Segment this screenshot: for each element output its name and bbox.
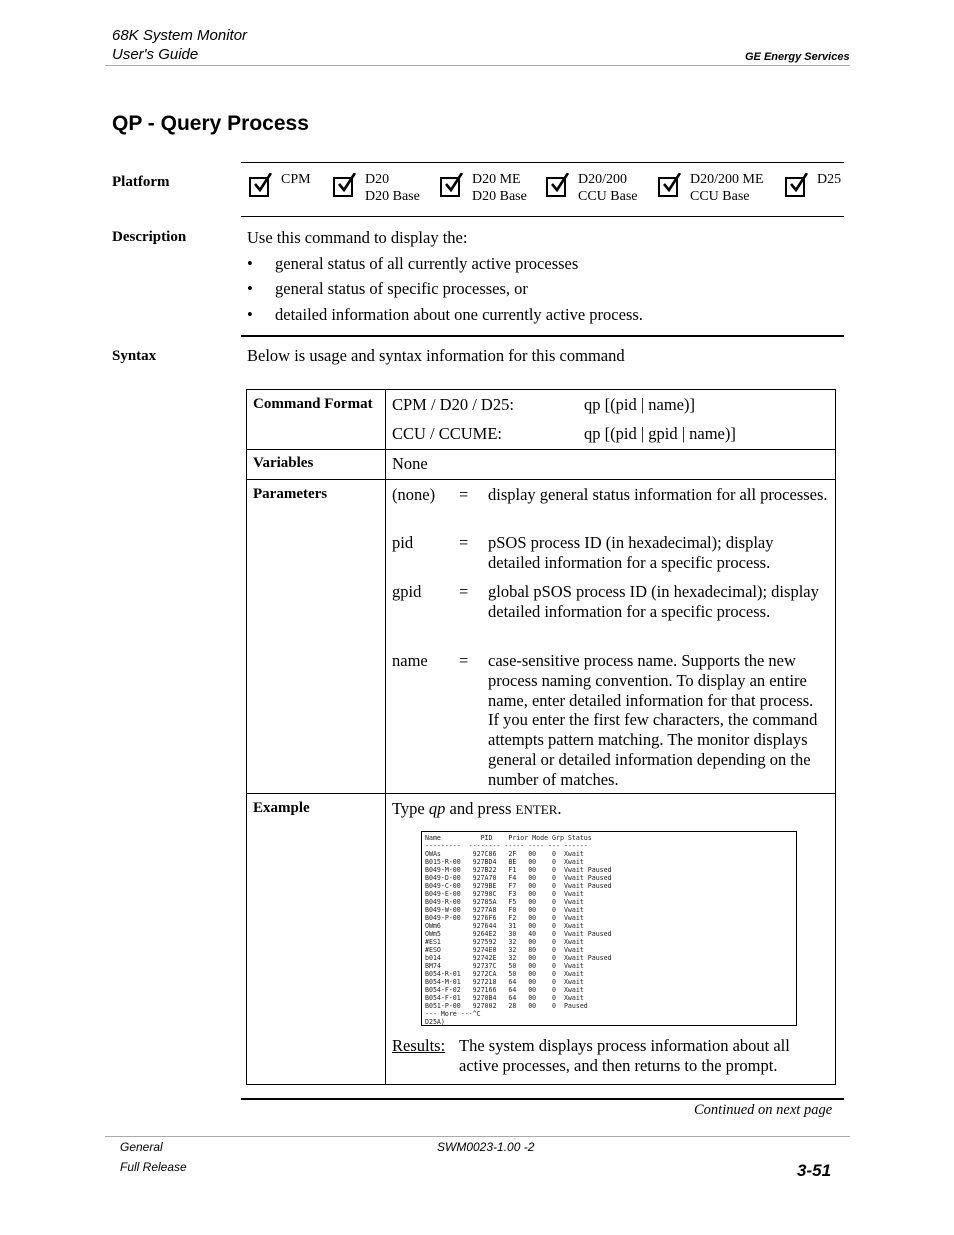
syntax-intro: Below is usage and syntax information for this command bbox=[247, 346, 625, 365]
footer-rule bbox=[105, 1136, 850, 1137]
param-desc: case-sensitive process name. Supports the new process naming convention. To display an entire name, enter detailed information for that process. If you enter the first few characters, the command attempts pattern matching. The monitor displays general or detailed information depending on the number of matches. bbox=[488, 651, 818, 789]
table-border bbox=[246, 449, 836, 450]
platform-d20 bbox=[333, 171, 420, 205]
header-rule bbox=[105, 65, 850, 66]
checkbox-icon bbox=[249, 177, 269, 197]
parameters-label: Parameters bbox=[253, 486, 328, 502]
enter-key: ENTER bbox=[515, 802, 558, 817]
param-equals: = bbox=[459, 533, 469, 552]
platform-d20-200me bbox=[658, 171, 764, 205]
example-command: qp bbox=[428, 799, 446, 818]
table-border bbox=[246, 793, 836, 794]
param-desc: pSOS process ID (in hexadecimal); display detailed information for a specific process. bbox=[488, 533, 774, 572]
header-title-line2: User's Guide bbox=[112, 46, 199, 63]
example-label: Example bbox=[253, 800, 310, 816]
command-format-cmd: qp [(pid | gpid | name)] bbox=[584, 424, 736, 443]
table-border bbox=[385, 389, 386, 1085]
continued-rule bbox=[241, 1098, 844, 1100]
command-format-label: Command Format bbox=[253, 396, 373, 412]
footer-doc-id: SWM0023-1.00 -2 bbox=[437, 1140, 535, 1154]
table-border bbox=[246, 1084, 836, 1085]
table-border bbox=[246, 389, 247, 1085]
description-label: Description bbox=[112, 229, 187, 245]
platform-d25 bbox=[785, 171, 841, 197]
param-key: pid bbox=[392, 533, 414, 552]
footer-left2: Full Release bbox=[120, 1160, 187, 1174]
command-format-platform: CCU / CCUME: bbox=[392, 424, 503, 443]
syntax-label: Syntax bbox=[112, 348, 157, 364]
checkbox-icon bbox=[440, 177, 460, 197]
checkbox-icon bbox=[785, 177, 805, 197]
variables-value: None bbox=[392, 454, 428, 473]
command-format-cmd: qp [(pid | name)] bbox=[584, 395, 695, 414]
param-equals: = bbox=[459, 651, 469, 670]
checkbox-icon bbox=[658, 177, 678, 197]
platform-d20-200-label2: CCU Base bbox=[578, 189, 638, 204]
platform-d20-200 bbox=[546, 171, 638, 205]
platform-d20me-label2: D20 Base bbox=[472, 189, 527, 204]
checkbox-icon bbox=[333, 177, 353, 197]
platform-d20-label1: D20 bbox=[365, 172, 390, 187]
param-key: gpid bbox=[392, 582, 422, 601]
table-border bbox=[246, 389, 836, 390]
terminal-text: Name PID Prior Mode Grp Status --------- -------- ----- ---- --- ------ OWAs 927C86 2F 00 0 Xwait B015-R-00 927BD4 BE 00 0 Xwait B049-M-00 927B22 F1 00 0 Vwait Paused B049-D-00 927A70 F4 00 0 Vwait Paused B049-C-00 9279BE F7 00 0 Vwait Paused B049-E-00 92790C F3 00 0 Vwait B049-R-00 92785A F5 00 0 Vwait B049-W-00 9277A8 F0 00 0 Vwait B049-P-00 9276F6 F2 00 0 Vwait OWm6 927644 31 00 0 Xwait OWm5 9264E2 30 40 0 Vwait Paused #ES1 927592 32 00 0 Xwait #ESO 9274E0 32 80 0 Vwait b014 92742E 32 00 0 Xwait Paused BM74 92737C 50 00 0 Vwait B054-R-01 9272CA 50 00 0 Xwait B054-M-01 927218 64 00 0 Xwait B054-F-02 927166 64 00 0 Xwait B054-F-01 9270B4 64 00 0 Xwait B051-P-00 927002 28 00 0 Paused --- More ---^C D25A) bbox=[425, 834, 612, 1026]
platform-d20me-label1: D20 ME bbox=[472, 172, 521, 187]
param-key: name bbox=[392, 651, 428, 670]
platform-d25-label: D25 bbox=[817, 172, 842, 187]
continued-note: Continued on next page bbox=[694, 1102, 833, 1118]
param-desc: global pSOS process ID (in hexadecimal); display detailed information for a specific process. bbox=[488, 582, 819, 621]
bullet-icon: • bbox=[247, 279, 253, 298]
results-label: Results: bbox=[392, 1036, 446, 1055]
bullet-icon: • bbox=[247, 305, 253, 324]
example-instruction: Type qp and press ENTER. bbox=[392, 799, 562, 818]
variables-label: Variables bbox=[253, 455, 314, 471]
header-title-line1: 68K System Monitor bbox=[112, 27, 248, 44]
platform-top-rule bbox=[241, 162, 844, 163]
page-title: QP - Query Process bbox=[112, 112, 309, 135]
table-border bbox=[835, 389, 836, 1085]
command-format-platform: CPM / D20 / D25: bbox=[392, 395, 514, 414]
results-text: The system displays process information about all active processes, and then returns to the prompt. bbox=[459, 1036, 790, 1075]
platform-bottom-rule bbox=[241, 216, 844, 217]
param-key: (none) bbox=[392, 485, 436, 504]
page-number: 3-51 bbox=[797, 1161, 832, 1180]
terminal-output bbox=[421, 831, 797, 1026]
description-bottom-rule bbox=[241, 335, 844, 337]
description-intro: Use this command to display the: bbox=[247, 228, 468, 247]
bullet-icon: • bbox=[247, 254, 253, 273]
platform-d20me bbox=[440, 171, 527, 205]
table-border bbox=[246, 479, 836, 480]
platform-cpm bbox=[249, 171, 311, 197]
platform-cpm-label: CPM bbox=[281, 172, 311, 187]
header-company: GE Energy Services bbox=[745, 51, 850, 63]
footer-left1: General bbox=[120, 1140, 163, 1154]
platform-d20-label2: D20 Base bbox=[365, 189, 420, 204]
param-equals: = bbox=[459, 485, 469, 504]
param-equals: = bbox=[459, 582, 469, 601]
platform-d20-200me-label1: D20/200 ME bbox=[690, 172, 764, 187]
checkbox-icon bbox=[546, 177, 566, 197]
platform-d20-200-label1: D20/200 bbox=[578, 172, 627, 187]
platform-label: Platform bbox=[112, 174, 170, 190]
param-desc: display general status information for all processes. bbox=[488, 485, 828, 504]
platform-d20-200me-label2: CCU Base bbox=[690, 189, 750, 204]
